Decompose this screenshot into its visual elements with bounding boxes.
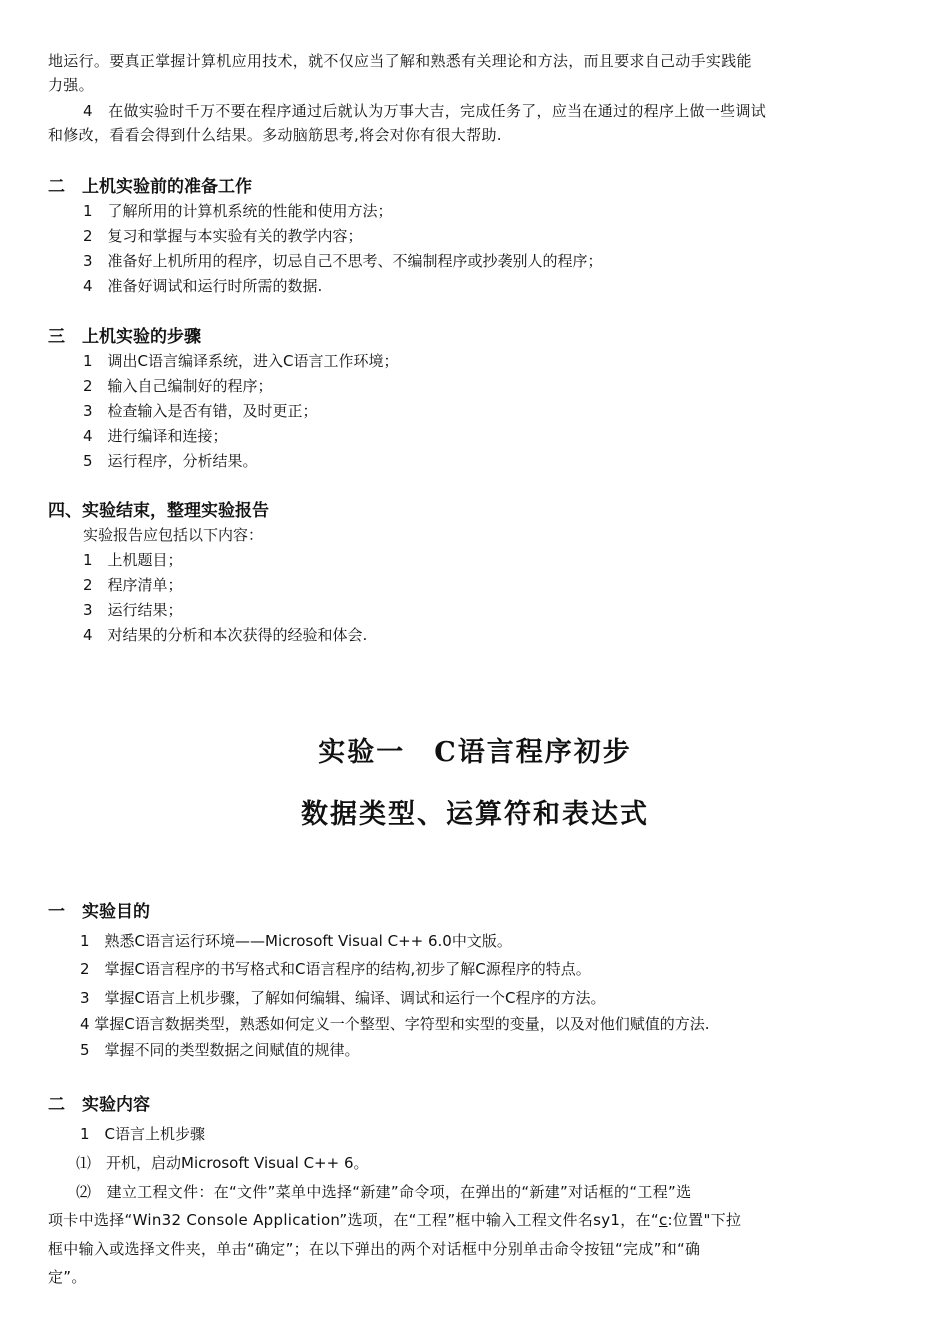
step-2-line-1: ⑵ 建立工程文件：在“文件”菜单中选择“新建”命令项，在弹出的“新建”对话框的“工程”选 xyxy=(76,1183,692,1201)
step-2-line-3: 框中输入或选择文件夹，单击“确定”；在以下弹出的两个对话框中分别单击命令按钮“完成”和“确 xyxy=(48,1240,701,1258)
list-item: 3 准备好上机所用的程序，切忌自己不思考、不编制程序或抄袭别人的程序； xyxy=(83,252,603,270)
step-2-line-2 xyxy=(48,1209,741,1232)
list-item: 1 调出C语言编译系统，进入C语言工作环境； xyxy=(83,352,399,370)
section-heading-steps: 三 上机实验的步骤 xyxy=(48,327,201,347)
step-2-text-b: :位置"下拉 xyxy=(667,1211,742,1229)
section-heading-goals: 一 实验目的 xyxy=(48,902,150,922)
list-item: 5 掌握不同的类型数据之间赋值的规律。 xyxy=(80,1041,360,1059)
list-item: 2 复习和掌握与本实验有关的教学内容； xyxy=(83,227,363,245)
list-item: 1 熟悉C语言运行环境——Microsoft Visual C++ 6.0中文版。 xyxy=(80,932,512,950)
list-item: 4 掌握C语言数据类型，熟悉如何定义一个整型、字符型和实型的变量，以及对他们赋值的方法. xyxy=(80,1015,710,1033)
list-item: 5 运行程序，分析结果。 xyxy=(83,452,258,470)
list-item: 3 掌握C语言上机步骤，了解如何编辑、编译、调试和运行一个C程序的方法。 xyxy=(80,989,606,1007)
step-1: ⑴ 开机，启动Microsoft Visual C++ 6。 xyxy=(76,1154,369,1172)
list-item: 1 了解所用的计算机系统的性能和使用方法； xyxy=(83,202,393,220)
list-item: 2 输入自己编制好的程序； xyxy=(83,377,273,395)
section-heading-content: 二 实验内容 xyxy=(48,1095,150,1115)
experiment-subtitle: 数据类型、运算符和表达式 xyxy=(301,799,649,830)
intro-line-3: 4 在做实验时千万不要在程序通过后就认为万事大吉，完成任务了，应当在通过的程序上做一些调试 xyxy=(83,102,767,120)
list-item: 1 上机题目； xyxy=(83,551,183,569)
list-item: 4 准备好调试和运行时所需的数据. xyxy=(83,277,323,295)
list-item: 1 C语言上机步骤 xyxy=(80,1125,206,1143)
section-heading-preparation: 二 上机实验前的准备工作 xyxy=(48,177,252,197)
list-item: 2 掌握C语言程序的书写格式和C语言程序的结构,初步了解C源程序的特点。 xyxy=(80,960,591,978)
intro-line-4: 和修改，看看会得到什么结果。多动脑筋思考,将会对你有很大帮助. xyxy=(48,126,502,144)
experiment-title: 实验一 C语言程序初步 xyxy=(318,737,632,768)
list-item: 4 进行编译和连接； xyxy=(83,427,228,445)
intro-line-2: 力强。 xyxy=(48,76,94,94)
intro-line-1: 地运行。要真正掌握计算机应用技术，就不仅应当了解和熟悉有关理论和方法，而且要求自己动手实践能 xyxy=(48,52,752,70)
list-item: 2 程序清单； xyxy=(83,576,183,594)
list-item: 3 检查输入是否有错，及时更正； xyxy=(83,402,318,420)
report-intro: 实验报告应包括以下内容： xyxy=(83,526,264,544)
step-2-text-a: 项卡中选择“Win32 Console Application”选项，在“工程”框中输入工程文件名sy1，在“ xyxy=(48,1211,659,1229)
list-item: 4 对结果的分析和本次获得的经验和体会. xyxy=(83,626,368,644)
list-item: 3 运行结果； xyxy=(83,601,183,619)
section-heading-report: 四、实验结束，整理实验报告 xyxy=(48,501,269,521)
drive-letter: c xyxy=(658,1211,668,1229)
step-2-line-4: 定”。 xyxy=(48,1268,87,1286)
